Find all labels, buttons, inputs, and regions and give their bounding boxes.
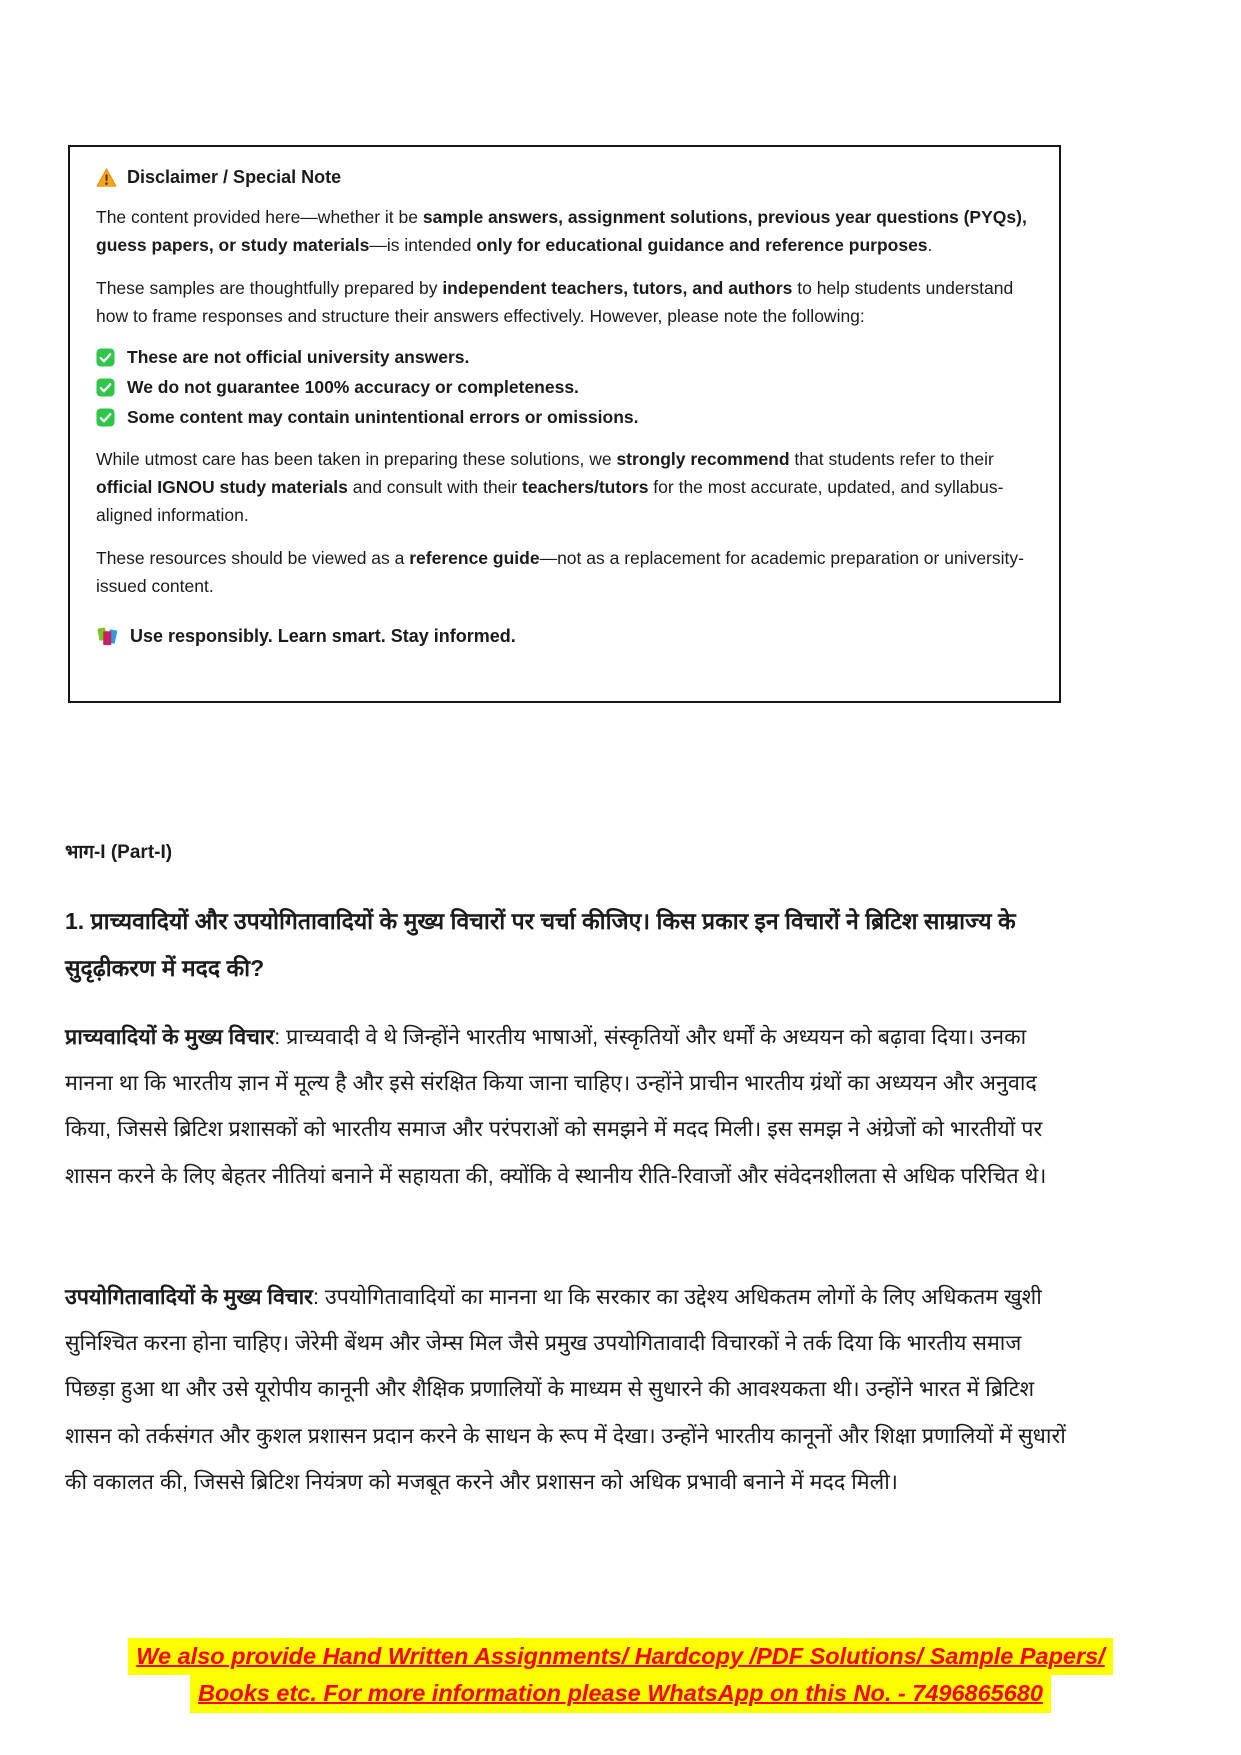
- green-checkbox-icon: [96, 378, 115, 397]
- disclaimer-paragraph-3: While utmost care has been taken in preparing these solutions, we strongly recommend that students refer to their official IGNOU study materials and consult with their teachers/tutors for the most accurate, updated, and syllabus-aligned information.: [96, 449, 1004, 525]
- bullet-text: We do not guarantee 100% accuracy or completeness.: [127, 377, 579, 397]
- warning-icon: [96, 168, 117, 187]
- disclaimer-header: [96, 167, 1033, 188]
- promo-banner-line-1: We also provide Hand Written Assignments/ Hardcopy /PDF Solutions/ Sample Papers/: [128, 1638, 1113, 1675]
- green-checkbox-icon: [96, 348, 115, 367]
- disclaimer-paragraph-4: These resources should be viewed as a reference guide—not as a replacement for academic preparation or university-issued content.: [96, 548, 1024, 596]
- books-icon: [96, 626, 119, 647]
- promo-banner: [0, 1638, 1241, 1713]
- disclaimer-paragraph-1: The content provided here—whether it be sample answers, assignment solutions, previous year questions (PYQs), guess papers, or study materials—is intended only for educational guidance and reference purposes.: [96, 207, 1027, 255]
- bullet-text: These are not official university answers.: [127, 347, 470, 367]
- disclaimer-title: Disclaimer / Special Note: [127, 167, 342, 187]
- bullet-item-3: [96, 407, 1033, 428]
- question-1-heading: 1. प्राच्यवादियों और उपयोगितावादियों के मुख्य विचारों पर चर्चा कीजिए। किस प्रकार इन विचारों ने ब्रिटिश साम्राज्य के सुदृढ़ीकरण में मदद की?: [65, 908, 1016, 982]
- disclaimer-paragraph-2: These samples are thoughtfully prepared by independent teachers, tutors, and authors to help students understand how to frame responses and structure their answers effectively. However, please note the following:: [96, 278, 1014, 326]
- disclaimer-footer: [96, 626, 1033, 647]
- green-checkbox-icon: [96, 408, 115, 427]
- disclaimer-box: [68, 145, 1061, 703]
- answer-orientalists-paragraph: प्राच्यवादियों के मुख्य विचार: प्राच्यवादी वे थे जिन्होंने भारतीय भाषाओं, संस्कृतियों और धर्मों के अध्ययन को बढ़ावा दिया। उनका मानना था कि भारतीय ज्ञान में मूल्य है और इसे संरक्षित किया जाना चाहिए। उन्होंने प्राचीन भारतीय ग्रंथों का अध्ययन और अनुवाद किया, जिससे ब्रिटिश प्रशासकों को भारतीय समाज और परंपराओं को समझने में मदद मिली। इस समझ ने अंग्रेजों को भारतीयों पर शासन करने के लिए बेहतर नीतियां बनाने में सहायता की, क्योंकि वे स्थानीय रीति-रिवाजों और संवेदनशीलता से अधिक परिचित थे।: [65, 1025, 1047, 1188]
- bullet-item-2: [96, 377, 1033, 398]
- bullet-text: Some content may contain unintentional errors or omissions.: [127, 407, 639, 427]
- part-heading: भाग-I (Part-I): [65, 842, 173, 863]
- disclaimer-bullet-list: [96, 347, 1033, 428]
- answer-utilitarians-paragraph: उपयोगितावादियों के मुख्य विचार: उपयोगितावादियों का मानना था कि सरकार का उद्देश्य अधिकतम लोगों के लिए अधिकतम खुशी सुनिश्चित करना होना चाहिए। जेरेमी बेंथम और जेम्स मिल जैसे प्रमुख उपयोगितावादी विचारकों ने तर्क दिया कि भारतीय समाज पिछड़ा हुआ था और उसे यूरोपीय कानूनी और शैक्षिक प्रणालियों के माध्यम से सुधारने की आवश्यकता थी। उन्होंने भारत में ब्रिटिश शासन को तर्कसंगत और कुशल प्रशासन प्रदान करने के साधन के रूप में देखा। उन्होंने भारतीय कानूनों और शिक्षा प्रणालियों में सुधारों की वकालत की, जिससे ब्रिटिश नियंत्रण को मजबूत करने और प्रशासन को अधिक प्रभावी बनाने में मदद मिली।: [65, 1285, 1066, 1494]
- promo-banner-line-2: Books etc. For more information please WhatsApp on this No. - 7496865680: [190, 1675, 1051, 1712]
- bullet-item-1: [96, 347, 1033, 368]
- disclaimer-footer-text: Use responsibly. Learn smart. Stay informed.: [130, 626, 516, 646]
